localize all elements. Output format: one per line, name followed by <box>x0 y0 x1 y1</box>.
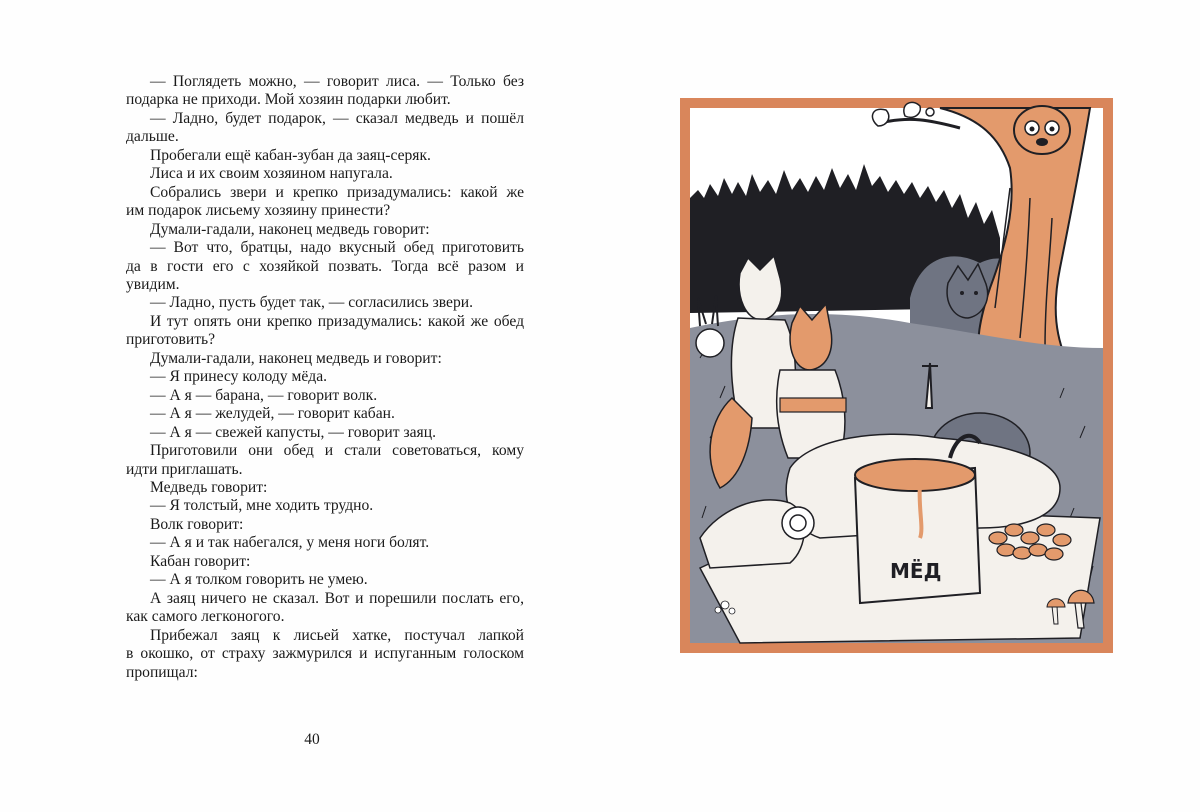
text-line: как самого легконогого. <box>126 608 285 626</box>
text-line: идти приглашать. <box>126 460 243 478</box>
text-line: Кабан говорит: <box>150 552 251 570</box>
text-line: подарка не приходи. Мой хозяин подарки любит. <box>126 91 451 109</box>
bear-in-tree <box>1014 106 1070 154</box>
text-line: — А я — свежей капусты, — говорит заяц. <box>150 423 436 441</box>
text-line: — Я толстый, мне ходить трудно. <box>150 497 374 515</box>
text-line: Думали-гадали, наконец медведь и говорит: <box>150 349 442 367</box>
text-line: — Вот что, братцы, надо вкусный обед приготовить <box>150 239 524 257</box>
text-line: — А я и так набегался, у меня ноги болят. <box>150 534 430 552</box>
text-line: А заяц ничего не сказал. Вот и порешили послать его, <box>150 589 524 607</box>
honey-label: МЁД <box>890 559 942 583</box>
text-line: Прибежал заяц к лисьей хатке, постучал лапкой <box>150 626 524 644</box>
text-line: — Я принесу колоду мёда. <box>150 368 328 386</box>
text-line: Пробегали ещё кабан-зубан да заяц-серяк. <box>150 146 431 164</box>
text-line: Лиса и их своим хозяином напугала. <box>150 165 393 183</box>
text-line: — Поглядеть можно, — говорит лиса. — Только без <box>150 73 524 90</box>
illustration-art <box>680 98 1113 653</box>
text-line: Волк говорит: <box>150 515 244 533</box>
text-line: Приготовили они обед и стали советоваться, кому <box>150 442 524 460</box>
text-line: — А я — желудей, — говорит кабан. <box>150 405 395 423</box>
text-line: — А я — барана, — говорит волк. <box>150 386 378 404</box>
text-line: приготовить? <box>126 331 216 349</box>
illustration <box>680 98 1113 653</box>
text-line: Думали-гадали, наконец медведь говорит: <box>150 220 430 238</box>
text-line: Медведь говорит: <box>150 478 268 496</box>
text-line: Собрались звери и крепко призадумались: какой же <box>150 183 524 201</box>
text-line: увидим. <box>126 275 180 293</box>
text-line: да в гости его с хозяйкой позвать. Тогда всё разом и <box>126 257 524 275</box>
text-line: — А я толком говорить не умею. <box>150 571 368 589</box>
text-line: пропищал: <box>126 663 198 681</box>
text-line: дальше. <box>126 128 179 146</box>
text-line: И тут опять они крепко призадумались: какой же обед <box>150 312 524 330</box>
text-line: в окошко, от страху зажмурился и испуганным голоском <box>126 645 524 663</box>
text-line: — Ладно, пусть будет так, — согласились звери. <box>150 294 474 312</box>
page-number: 40 <box>304 731 320 748</box>
text-line: — Ладно, будет подарок, — сказал медведь и пошёл <box>150 109 524 127</box>
text-line: им подарок лисьему хозяину принести? <box>126 202 391 220</box>
story-text <box>126 73 524 682</box>
